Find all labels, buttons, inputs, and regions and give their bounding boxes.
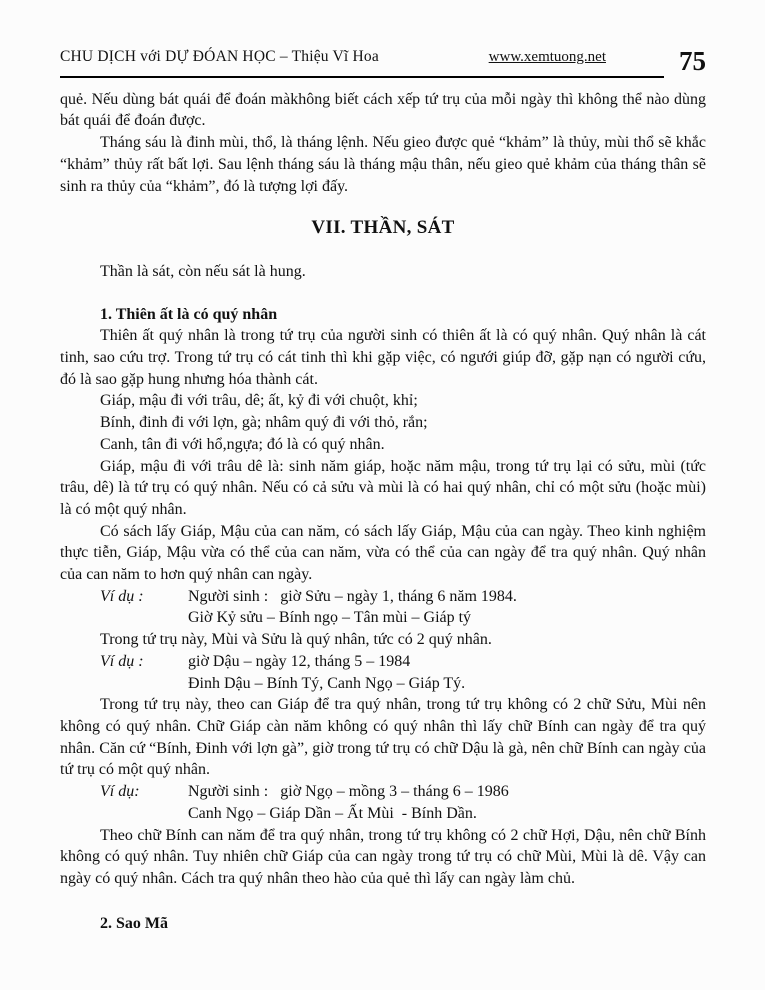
- example-text: Canh Ngọ – Giáp Dần – Ất Mùi - Bính Dần.: [188, 804, 477, 822]
- section-heading-than-sat: VII. THẦN, SÁT: [311, 217, 455, 239]
- verse-line-canh-tan: Canh, tân đi với hổ,ngựa; đó là có quý nhân.: [100, 435, 385, 453]
- example-label: Ví dụ :: [100, 652, 144, 670]
- header-rule: [60, 46, 664, 78]
- paragraph-than-la-sat: Thần là sát, còn nếu sát là hung.: [100, 262, 306, 280]
- website-link[interactable]: www.xemtuong.net: [488, 49, 606, 65]
- example-block-3-cont: [60, 803, 706, 825]
- verse-line-giap-mau: Giáp, mậu đi với trâu, dê; ất, kỷ đi với chuột, khỉ;: [100, 392, 418, 410]
- paragraph-result-1: Trong tứ trụ này, Mùi và Sửu là quý nhân, tức có 2 quý nhân.: [100, 631, 492, 649]
- subsection-heading-thien-at: 1. Thiên ất là có quý nhân: [100, 305, 278, 323]
- example-label: Ví dụ:: [100, 783, 140, 801]
- example-block-3: [60, 781, 706, 803]
- example-text: Giờ Kỷ sửu – Bính ngọ – Tân mùi – Giáp tý: [188, 609, 472, 627]
- subsection-heading-sao-ma: 2. Sao Mã: [100, 914, 168, 932]
- paragraph-giap-mau-explain: Giáp, mậu đi với trâu dê là: sinh năm giáp, hoặc năm mậu, trong tứ trụ lại có sửu, mùi (tức trâu, dê) là tứ trụ có quý nhân. Nếu có cả sửu và mùi là có hai quý nhân, chỉ có một sửu (hoặc mùi) là có một quý nhân.: [60, 457, 706, 518]
- paragraph-thien-at: Thiên ất quý nhân là trong tứ trụ của người sinh có thiên ất là có quý nhân. Quý nhân là cát tinh, sao cứu trợ. Trong tứ trụ có cát tinh thì khi gặp việc, có ngưới giúp đỡ, gặp nạn có người cứu, đó là sao gặp hung nhưng hóa thành cát.: [60, 327, 706, 388]
- example-text: Người sinh : giờ Sửu – ngày 1, tháng 6 năm 1984.: [188, 587, 517, 605]
- example-block-2: [60, 651, 706, 673]
- book-title: CHU DỊCH với DỰ ĐÓAN HỌC – Thiệu Vĩ Hoa: [60, 48, 379, 65]
- example-label: Ví dụ :: [100, 587, 144, 605]
- example-block-2-cont: [60, 673, 706, 695]
- paragraph-co-sach: Có sách lấy Giáp, Mậu của can năm, có sách lấy Giáp, Mậu của can ngày. Theo kinh nghiệm thực tiễn, Giáp, Mậu vừa có thể của can năm, vừa có thể của can ngày để tra quý nhân. Quý nhân của can năm to hơn quý nhân can ngày.: [60, 522, 706, 584]
- example-text: Đinh Dậu – Bính Tý, Canh Ngọ – Giáp Tý.: [188, 674, 466, 692]
- page-number: 75: [679, 46, 706, 76]
- paragraph-result-2: Trong tứ trụ này, theo can Giáp để tra quý nhân, trong tứ trụ không có 2 chữ Sửu, Mùi nên không có quý nhân. Chữ Giáp càn năm không có quý nhân thì lấy chữ Bính can ngày để tra quý nhân. Căn cứ “Bính, Đinh với lợn gà”, giờ trong tứ trụ có chữ Dậu là gà, nên chữ Bính can ngày của tứ trụ có một quý nhân.: [60, 696, 706, 779]
- example-text: Người sinh : giờ Ngọ – mồng 3 – tháng 6 – 1986: [188, 783, 509, 801]
- page-header: [60, 46, 706, 78]
- example-text: giờ Dậu – ngày 12, tháng 5 – 1984: [188, 652, 411, 670]
- paragraph-month-six: Tháng sáu là đinh mùi, thổ, là tháng lệnh. Nếu gieo được quẻ “khảm” là thủy, mùi thổ sẽ khắc “khảm” thủy rất bất lợi. Sau lệnh tháng sáu là tháng mậu thân, nếu gieo quẻ khảm của tháng thân sẽ sinh ra thủy của “khảm”, đó là tượng lợi đấy.: [60, 134, 706, 195]
- paragraph-continuation: quẻ. Nếu dùng bát quái để đoán màkhông biết cách xếp tứ trụ của mỗi ngày thì không thể nào dùng bát quái để đoán được.: [60, 90, 706, 130]
- page-content: [60, 89, 706, 935]
- example-block-1-cont: [60, 607, 706, 629]
- example-block-1: [60, 586, 706, 608]
- paragraph-result-3: Theo chữ Bính can năm để tra quý nhân, trong tứ trụ không có 2 chữ Hợi, Dậu, nên chữ Bính không có quý nhân. Tuy nhiên chữ Giáp của can ngày trong tứ trụ có chữ Mùi, Mùi là dê. Vậy can ngày có quý nhân. Cách tra quý nhân theo hào của quẻ thì lấy can ngày làm chủ.: [60, 826, 706, 887]
- verse-line-binh-dinh: Bính, đinh đi với lợn, gà; nhâm quý đi với thỏ, rắn;: [100, 414, 428, 432]
